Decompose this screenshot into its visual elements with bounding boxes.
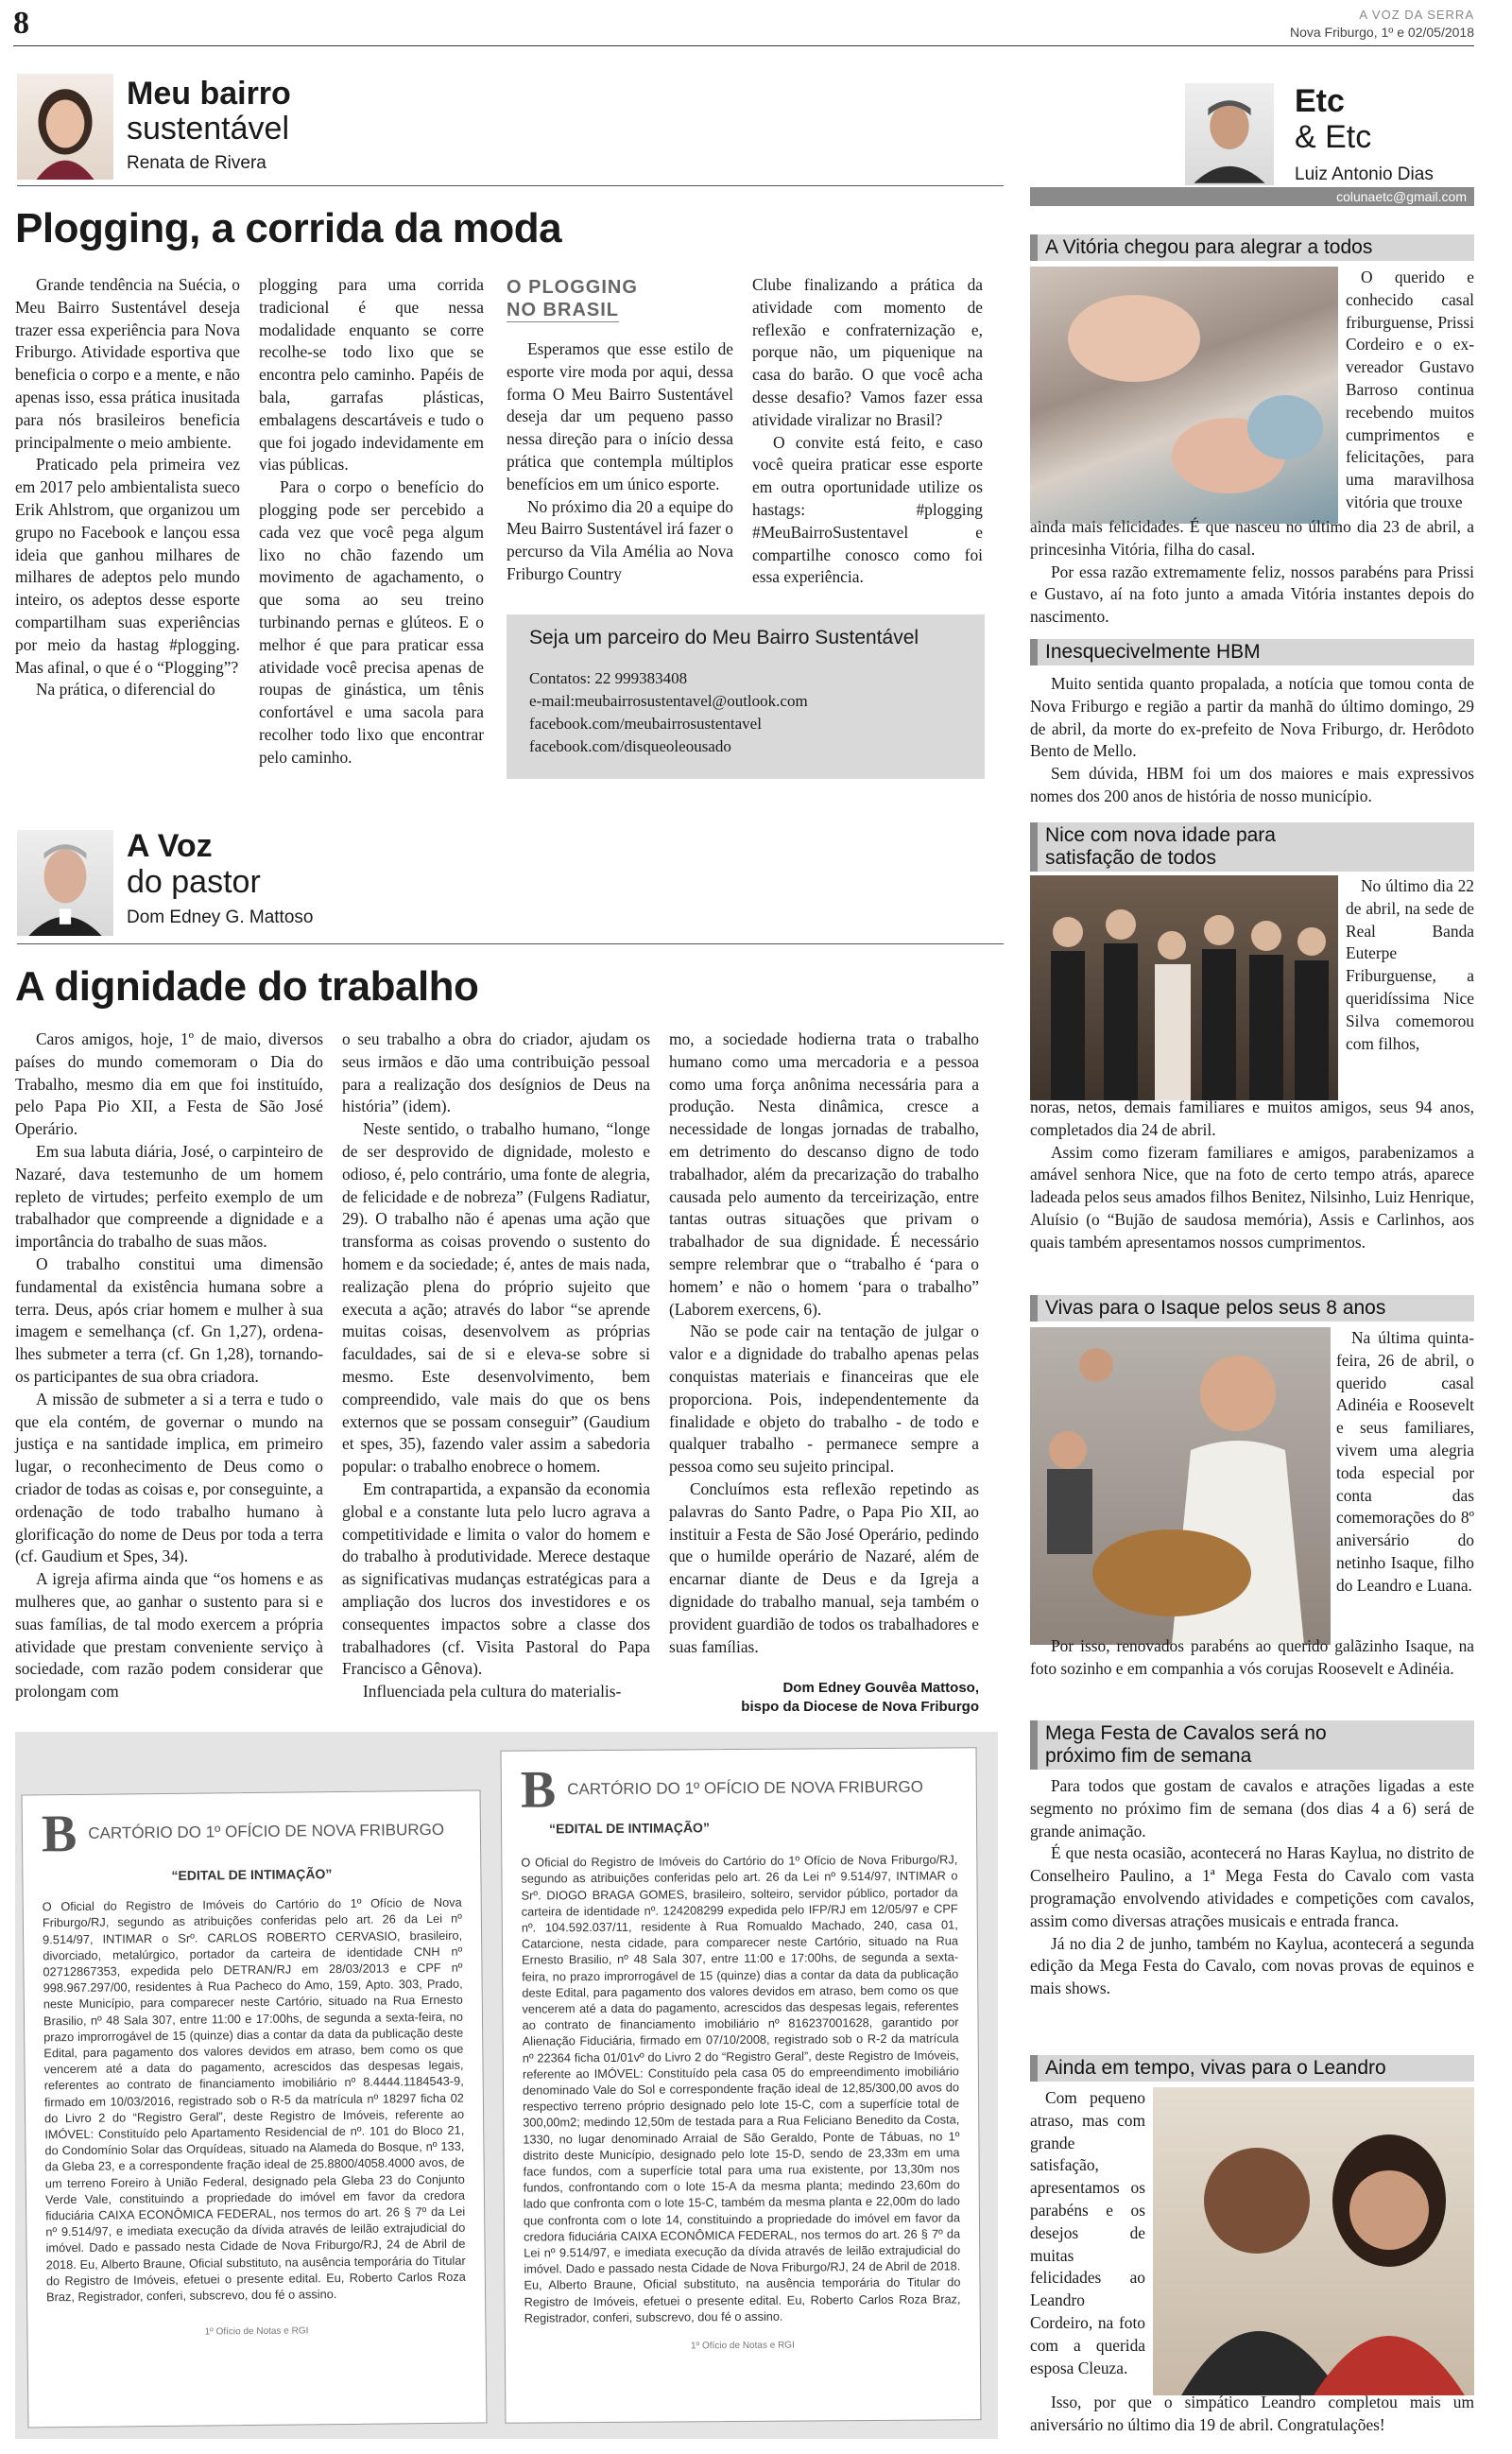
paragraph: Neste sentido, o trabalho humano, “longe de ser desprovido de dignidade, molesto e odioso, é, pelo contrário, uma fonte de alegria, de felicidade e de nobreza” (Fulgens Radiatur, 29). O trabalho não é apenas uma ação que transforma as coisas provendo o sustento do homem e da sociedade; é, antes de mais nada, realização plena do próprio sujeito que executa a ação; através do labor “se aprende muitas coisas, desenvolvem as próprias faculdades, sai de si e eleva-se sobre si mesmo. Este desenvolvimento, bem compreendido, vale mais do que os bens externos que se possam conseguir” (Gaudium et spes, 35), fazendo valer assim a sabedoria popular: o trabalho enobrece o homem. [342, 1119, 650, 1477]
partner-box [507, 614, 985, 779]
paragraph: No próximo dia 20 a equipe do Meu Bairro Sustentável irá fazer o percurso da Vila Amélia ao Nova Friburgo Country [507, 496, 733, 583]
etc-s4-narrow [1336, 1327, 1474, 1598]
paragraph: Muito sentida quanto propalada, a notícia que tomou conta de Nova Friburgo e região a partir da manhã do último domingo, 29 de abril, da morte do ex-prefeito de Nova Friburgo, dr. Herôdoto Bento de Mello. [1030, 674, 1474, 761]
etc-s5 [1030, 1775, 1474, 2000]
paragraph: noras, netos, demais familiares e muitos amigos, seus 94 anos, completados dia 24 de abril. [1030, 1097, 1474, 1139]
photo-nice-family [1030, 875, 1338, 1100]
paragraph: Em sua labuta diária, José, o carpinteiro de Nazaré, dava testemunho de um homem repleto de virtudes; perfeito exemplo de um trabalhador que compreende a dignidade e a importância do trabalho de suas mãos. [15, 1141, 323, 1252]
columnist-photo-luiz [1185, 83, 1274, 185]
paragraph: A igreja afirma ainda que “os homens e as mulheres que, ao ganhar o sustento para si e suas famílias, de tal modo exercem a própria atividade que prestam conveniente serviço à sociedade, com razão podem considerar que prolongam com [15, 1569, 323, 1702]
column-author-renata: Renata de Rivera [127, 153, 266, 173]
paragraph: O querido e conhecido casal friburguense, Prissi Cordeiro e o ex-vereador Gustavo Barroso continua recebendo muitos cumprimentos e felicitações, para uma maravilhosa vitória que trouxe [1346, 268, 1474, 511]
paragraph: Assim como fizeram familiares e amigos, parabenizamos a amável senhora Nice, que na foto de certo tempo atrás, aparece ladeada pelos seus amados filhos Benitez, Nilsinho, Luiz Henrique, Aluísio (o “Bujão de saudosa memória), Assis e Carlinhos, aos quais também apresentamos nossos cumprimentos. [1030, 1142, 1474, 1252]
column-title-a-voz: A Voz [127, 828, 213, 864]
subhead-plogging-brasil [507, 276, 733, 322]
subhead-line: NO BRASIL [507, 300, 619, 320]
paragraph: Esperamos que esse estilo de esporte vire moda por aqui, dessa forma O Meu Bairro Sustentável deseja dar um pequeno passo nessa direção para o início dessa prática que contempla múltiplos benefícios em um único esporte. [507, 339, 733, 493]
headline-plogging: Plogging, a corrida da moda [15, 205, 562, 251]
etc-s2 [1030, 673, 1474, 808]
notice-text: O Oficial do Registro de Imóveis do Cartório do 1º Ofício de Nova Friburgo/RJ, segundo as atribuições conferidas pelo art. 26 da Lei nº 9.514/97, INTIMAR o Srº. DIOGO BRAGA GOMES, brasileiro, solteiro, servidor público, portador da carteira de identidade nº. 124208299 expedida pelo IFP/RJ em 12/05/97 e CPF nº. 104.592.037/11, residente à Rua Romualdo Machado, 240, casa 01, Catarcione, nesta cidade, para comparecer neste Cartório, situado na Rua Ernesto Brasilio, nº 48 Sala 307, entre 11:00 e 17:00hs, de segunda a sexta-feira, no prazo improrrogável de 15 (quinze) dias a contar da data da publicação deste Edital, para pagamento dos valores devidos em atraso, bem como os que vencerem até a data do pagamento, acrescidos das despesas legais, referentes ao contrato de financiamento imobiliário nº 816237001628, garantido por Alienação Fiduciária, firmado em 07/10/2008, registrado sob o R-2 da matrícula nº 22364 ficha 01/01vº do Livro 2 do “Registro Geral”, deste Registro de Imóveis, referente ao IMÓVEL: Constituído pela casa 05 do empreendimento imobiliário denominado Vale do Sol e correspondente fração ideal de 12,85/300,00 avos do respectivo terreno próprio designado pelo lote 15-C, com a superfície total de 300,00m2; medindo 12,50m de testada para a Rua Feliciano Benedito da Costa, 1330, no lugar denominado Arraial de São Geraldo, Ponte de Tábuas, no 1º distrito deste Município, designado pelo lote 15-D, sendo de 23,33m em uma face fundos, com a superfície total para uma rua existente, por 13,30m nos fundos, confrontando com o lote 15-A da mesma planta; medindo 23,60m do lado que confronta com o lote 15-C, também da mesma planta e 22,00m do lado que confronta com o lote 14, constituindo a propriedade do imóvel em favor da credora fiduciária CAIXA ECONÔMICA FEDERAL, nos termos do art. 26 § 7º da Lei nº 9.514/97, e imediata execução da dívida através de leilão extrajudicial do imóvel. Dado e passado nesta Cidade de Nova Friburgo/RJ, 24 de Abril de 2018. Eu, Alberto Braune, Oficial substituto, na ausência temporária do Titular do Registro de Imóveis, efetuei o presente edital. Eu, Roberto Carlos Roza Braz, Registrador, conferi, subscrevo, dou fé o assino. [521, 1852, 961, 2325]
paper-name: A VOZ DA SERRA [1359, 8, 1474, 22]
pastor-col-2 [342, 1028, 650, 1703]
contact-email[interactable]: e-mail:meubairrosustentavel@outlook.com [529, 692, 808, 710]
issue-date: Nova Friburgo, 1º e 02/05/2018 [1289, 25, 1474, 40]
partner-title: Seja um parceiro do Meu Bairro Sustentável [529, 627, 919, 648]
section-title-line: Mega Festa de Cavalos será no [1045, 1722, 1327, 1744]
bairro-col-2 [259, 274, 484, 769]
paragraph: Clube finalizando a prática da atividade com momento de reflexão e confraternização e, porque não, um piquenique na casa do barão. O que você acha desse desafio? Vamos fazer essa atividade viralizar no Brasil? [752, 275, 983, 429]
paragraph: Na prática, o diferencial do [36, 680, 215, 700]
column-rule-pastor [17, 943, 1004, 944]
photo-leandro-cleuza [1153, 2087, 1474, 2395]
paragraph: Para todos que gostam de cavalos e atrações ligadas a este segmento no próximo fim de semana (dos dias 4 a 6) será de grande animação. [1030, 1776, 1474, 1840]
notice-title: “EDITAL DE INTIMAÇÃO” [549, 1820, 710, 1837]
cartorio-logo-icon: B [41, 1804, 77, 1864]
etc-s6-full [1030, 2392, 1474, 2437]
contact-facebook-1[interactable]: facebook.com/meubairrosustentavel [529, 715, 762, 733]
column-title-sustentavel: sustentável [127, 111, 289, 147]
photo-isaque [1030, 1327, 1331, 1645]
column-rule-bairro [17, 185, 1004, 186]
paragraph: Para o corpo o benefício do plogging pode ser percebido a cada vez que você pega algum lixo no chão fazendo um movimento de agachamento, o que soma ao seu treino turbinando pernas e glúteos. E o melhor é que para praticar essa atividade você precisa apenas de roupas de ginástica, um tênis confortável e uma sacola para recolher todo lixo que encontrar pelo caminho. [259, 477, 484, 767]
section-title-line: satisfação de todos [1045, 847, 1216, 869]
contact-facebook-2[interactable]: facebook.com/disqueoleousado [529, 737, 731, 755]
columnist-photo-pastor [17, 830, 113, 936]
notice-left [22, 1789, 488, 2428]
pastor-col-3 [669, 1028, 979, 1658]
bairro-col-3 [507, 338, 733, 586]
column-title-do-pastor: do pastor [127, 864, 261, 900]
notice-title: “EDITAL DE INTIMAÇÃO” [171, 1866, 333, 1883]
etc-s1-narrow [1346, 267, 1474, 514]
paragraph: A missão de submeter a si a terra e tudo o que ela contém, de governar o mundo na justiça e na santidade implica, em primeiro lugar, o reconhecimento de Deus como o criador de todas as coisas e, por conseguinte, a ordenação de todo trabalho humano à glorificação do nome de Deus por toda a terra (cf. Gaudium et Spes, 34). [15, 1389, 323, 1566]
paragraph: É que nesta ocasião, acontecerá no Haras Kaylua, no distrito de Conselheiro Paulino, a 1ª Mega Festa do Cavalo com vasta programação envolvendo atividades e competições com cavalos, assim como diversas atrações musicais e entrada franca. [1030, 1843, 1474, 1930]
paragraph: Na última quinta-feira, 26 de abril, o querido casal Adinéia e Roosevelt e seus familiares, vivem uma alegria toda especial por conta das comemorações do 8º aniversário do netinho Isaque, filho do Leandro e Luana. [1336, 1328, 1474, 1595]
paragraph: Isso, por que o simpático Leandro completou mais um aniversário no último dia 19 de abril. Congratulações! [1030, 2393, 1474, 2434]
section-title-line: Nice com nova idade para [1045, 824, 1276, 846]
columnist-photo-renata [17, 74, 113, 180]
section-title-nice [1030, 822, 1474, 872]
paragraph: mo, a sociedade hodierna trata o trabalho humano como uma mercadoria e a pessoa como uma força anônima necessária para a produção. Nesta dinâmica, cresce a necessidade de longas jornadas de trabalho, em detrimento do descanso digno de todo trabalhador, além da precarização do trabalho causada pelo aumento da terceirização, entre tantas outras situações que privam o trabalhador de sua dignidade. É necessário sempre relembrar que o “trabalho é ‘para o homem’ e não o homem ‘para o trabalho” (Laborem exercens, 6). [669, 1029, 979, 1319]
paragraph: Influenciada pela cultura do materialis- [363, 1682, 622, 1702]
paragraph: o seu trabalho a obra do criador, ajudam os seus irmãos e dão uma contribuição pessoal para a realização dos desígnios de Deus na história” (idem). [342, 1029, 650, 1116]
notice-right [501, 1747, 982, 2424]
column-title-etc: Etc [1295, 83, 1345, 119]
photo-baby-vitoria [1030, 267, 1338, 524]
section-title-hbm: Inesquecivelmente HBM [1030, 639, 1474, 665]
paragraph: No último dia 22 de abril, na sede de Real Banda Euterpe Friburguense, a queridíssima Nice Silva comemorou com filhos, [1346, 876, 1474, 1053]
paragraph: plogging para uma corrida tradicional é que nessa modalidade enquanto se corre recolhe-se todo lixo que se encontra pelo caminho. Papéis de bala, garrafas plásticas, embalagens descartáveis e tudo o que foi jogado indevidamente em vias públicas. [259, 275, 484, 475]
etc-s6-narrow [1030, 2087, 1145, 2379]
paragraph: Praticado pela primeira vez em 2017 pelo ambientalista sueco Erik Ahlstrom, que organizou um grupo no Facebook e lançou essa ideia que ganhou milhares de milhares de adeptos pelo mundo inteiro, os adeptos desse esporte compartilham suas experiências por meio da hastag #plogging. Mas afinal, o que é o “Plogging”? [15, 455, 240, 677]
paragraph: Sem dúvida, HBM foi um dos maiores e mais expressivos nomes dos 200 anos de história de nosso município. [1030, 764, 1474, 805]
notice-stamp: 1º Ofício de Notas e RGI [690, 2340, 795, 2352]
section-title-line: próximo fim de semana [1045, 1745, 1252, 1767]
cartorio-logo-icon: B [520, 1760, 557, 1820]
etc-s3-full [1030, 1097, 1474, 1254]
paragraph: O convite está feito, e caso você queira praticar esse esporte em outra oportunidade utilize os hastags: #plogging #MeuBairroSustentavel e compartilhe conosco como foi essa experiência. [752, 432, 983, 587]
paragraph: Por isso, renovados parabéns ao querido galãzinho Isaque, na foto sozinho e em companhia a vós corujas Roosevelt e Adinéia. [1030, 1636, 1474, 1678]
paragraph: Com pequeno atraso, mas com grande satisfação, apresentamos os parabéns e os desejos de muitas felicidades ao Leandro Cordeiro, na foto com a querida esposa Cleuza. [1030, 2088, 1145, 2377]
column-email[interactable]: colunaetc@gmail.com [1030, 187, 1474, 206]
paragraph: Por essa razão extremamente feliz, nossos parabéns para Prissi e Gustavo, aí na foto junto a amada Vitória instantes depois do nascimento. [1030, 562, 1474, 627]
paragraph: O trabalho constitui uma dimensão fundamental da existência humana sobre a terra. Deus, após criar homem e mulher à sua imagem e semelhança (cf. Gn 1,27), ordena-lhes submeter a terra (cf. Gn 1,28), tornando-os participantes de sua obra criadora. [15, 1253, 323, 1386]
pastor-col-1 [15, 1028, 323, 1703]
paragraph: Em contrapartida, a expansão da economia global e a constante luta pelo lucro agrava a competitividade e limita o valor do homem e do trabalho à produtividade. Merece destaque as significativas mudanças estratégicas para a ampliação dos lucros dos investidores e os consequentes impactos sobre a classe dos trabalhadores (cf. Visita Pastoral do Papa Francisco a Gênova). [342, 1478, 650, 1679]
column-author-luiz: Luiz Antonio Dias [1295, 164, 1434, 184]
etc-s3-narrow [1346, 875, 1474, 1055]
cartorio-name: CARTÓRIO DO 1º OFÍCIO DE NOVA FRIBURGO [567, 1778, 924, 1799]
contact-phone: Contatos: 22 999383408 [529, 669, 688, 687]
section-title-isaque: Vivas para o Isaque pelos seus 8 anos [1030, 1295, 1474, 1322]
paragraph: Concluímos esta reflexão repetindo as palavras do Santo Padre, o Papa Pio XII, ao instituir a Festa de São José Operário, pedindo que o humilde operário de Nazaré, além de encarnar diante de Deus e da Igreja a dignidade do trabalho manual, seja também o provident guardião de todos os trabalhadores e suas famílias. [669, 1478, 979, 1656]
column-author-edney: Dom Edney G. Mattoso [127, 907, 314, 927]
column-title-meu-bairro: Meu bairro [127, 76, 291, 112]
pastor-signature [669, 1679, 979, 1717]
section-title-cavalos [1030, 1720, 1474, 1770]
etc-s1-full [1030, 516, 1474, 629]
bairro-col-1 [15, 274, 240, 701]
page-number: 8 [13, 6, 29, 41]
section-title-vitoria: A Vitória chegou para alegrar a todos [1030, 234, 1474, 261]
paragraph: Não se pode cair na tentação de julgar o valor e a dignidade do trabalho apenas pelas conquistas materiais e financeiras que ele proporciona. Pois, independentemente da finalidade e objeto do trabalho - de todo e qualquer trabalho - permanece sempre a pessoa como seu sujeito principal. [669, 1322, 979, 1477]
notice-text: O Oficial do Registro de Imóveis do Cartório do 1º Ofício de Nova Friburgo/RJ, segundo as atribuições conferidas pelo art. 26 da Lei nº 9.514/97, INTIMAR o Srº. CARLOS ROBERTO CERVASIO, brasileiro, divorciado, metalúrgico, portador da carteira de identidade CNH nº 02712867353, expedida pelo DETRAN/RJ em 28/03/2013 e CPF nº 998.967.297/00, residentes à Rua Pacheco do Amo, 159, Apto. 303, Prado, neste Município, para comparecer neste Cartório, situado na Rua Ernesto Brasilio, nº 48 Sala 307, entre 11:00 e 17:00hs, de segunda a sexta-feira, no prazo improrrogável de 15 (quinze) dias a contar da data da publicação deste Edital, para pagamento dos valores devidos em atraso, bem como os que vencerem até a data do pagamento, acrescidos das despesas legais, referentes ao contrato de financiamento imobiliário nº 8.4444.1184543-9, firmado em 10/03/2016, registrado sob o R-5 da matrícula nº 18297 ficha 02 do Livro 2 do “Registro Geral”, deste Registro de Imóveis, referente ao IMÓVEL: Constituído pelo Apartamento Residencial de nº. 101 do Bloco 21, do Condomínio Solar das Orquídeas, situado na Alameda do Bosque, nº 133, da Gleba 23, e a correspondente fração ideal de 25.8800/4058.4000 avos, de um terreno Foreiro à União Federal, designado pela Gleba 23 do Conjunto Verde Vale, constituindo a propriedade do imóvel em favor da credora fiduciária CAIXA ECONÔMICA FEDERAL, nos termos do art. 26 § 7º da Lei nº 9.514/97, e imediata execução da dívida através de leilão extrajudicial do imóvel. Dado e passado nesta Cidade de Nova Friburgo/RJ, 24 de Abril de 2018. Eu, Alberto Braune, Oficial substituto, na ausência temporária do Titular do Registro de Imóveis, efetuei o presente edital. Eu, Roberto Carlos Roza Braz, Registrador, conferi, subscrevo, dou fé o assino. [42, 1894, 466, 2305]
etc-s4-full [1030, 1635, 1474, 1681]
column-title-and-etc: & Etc [1295, 119, 1372, 155]
signature-role: bispo da Diocese de Nova Friburgo [741, 1699, 979, 1715]
paragraph: Caros amigos, hoje, 1º de maio, diversos países do mundo comemoram o Dia do Trabalho, mesmo dia em que foi instituído, pelo Papa Pio XII, a Festa de São José Operário. [15, 1029, 323, 1139]
bairro-col-4 [752, 274, 983, 589]
cartorio-name: CARTÓRIO DO 1º OFÍCIO DE NOVA FRIBURGO [88, 1821, 445, 1843]
subhead-line: O PLOGGING [507, 277, 638, 298]
paragraph: ainda mais felicidades. É que nasceu no último dia 23 de abril, a princesinha Vitória, filha do casal. [1030, 517, 1474, 559]
notice-stamp: 1º Ofício de Notas e RGI [204, 2325, 309, 2338]
paragraph: Já no dia 2 de junho, também no Kaylua, acontecerá a segunda edição da Mega Festa do Cavalo, com novas provas de equinos e mais shows. [1030, 1933, 1474, 1998]
headline-dignidade: A dignidade do trabalho [15, 963, 479, 1010]
header-rule [13, 45, 1474, 46]
signature-name: Dom Edney Gouvêa Mattoso, [782, 1680, 979, 1696]
paragraph: Grande tendência na Suécia, o Meu Bairro Sustentável deseja trazer essa experiência para Nova Friburgo. Atividade esportiva que beneficia o corpo e a mente, e não apenas isso, essa prática inusitada para nós brasileiros beneficia principalmente o meio ambiente. [15, 275, 240, 452]
section-title-leandro: Ainda em tempo, vivas para o Leandro [1030, 2055, 1474, 2082]
